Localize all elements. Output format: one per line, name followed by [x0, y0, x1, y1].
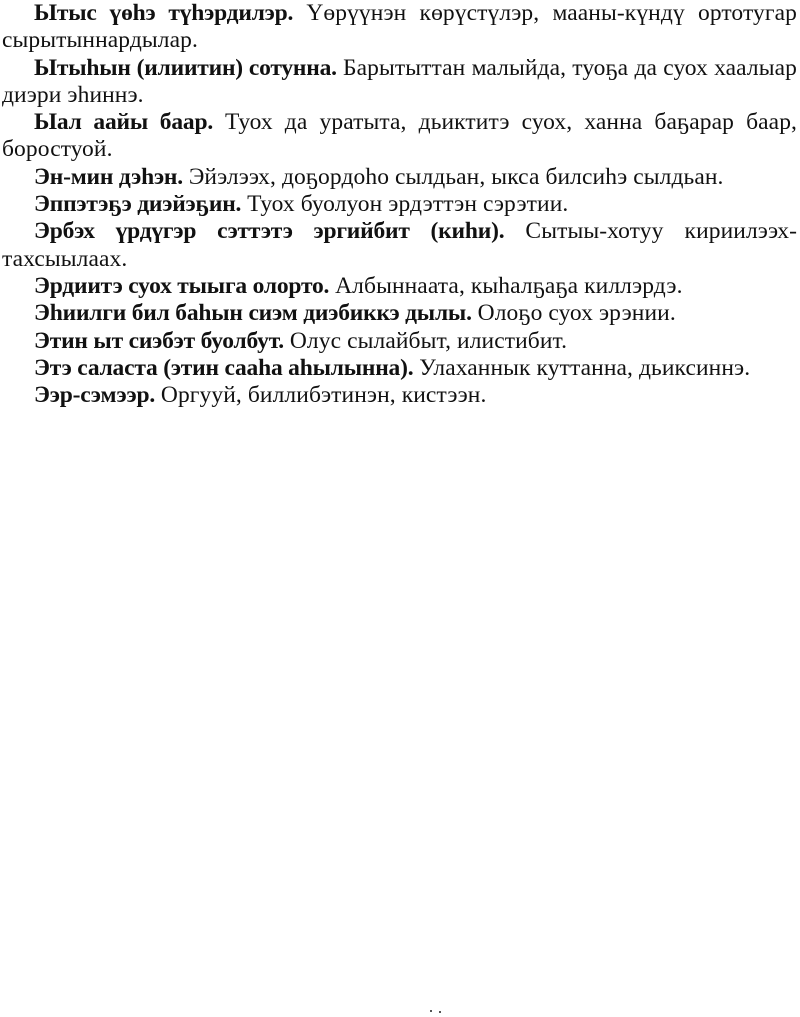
idiom-term: Эһиилги бил баһын сиэм диэбиккэ дылы.: [34, 300, 472, 327]
scan-specks: [430, 1010, 442, 1013]
idiom-entry: [2, 109, 797, 164]
idiom-entry: [2, 300, 797, 327]
idiom-term: Эрдиитэ суох тыыга олорто.: [34, 272, 330, 299]
idiom-definition: Эйэлээх, доҕордоһо сылдьан, ыкса билсиһэ сылдьан.: [188, 163, 724, 190]
idiom-entry: [2, 55, 797, 110]
idiom-term: Этэ саласта (этин сааһа аһылынна).: [34, 354, 414, 381]
idiom-term: Эппэтэҕэ диэйэҕин.: [34, 191, 242, 218]
idiom-term: Ыал аайы баар.: [34, 109, 214, 136]
idiom-term: Ытыһын (илиитин) сотунна.: [34, 54, 337, 81]
idiom-term: Ытыс үөһэ түһэрдилэр.: [34, 0, 294, 26]
idiom-term: Ээр-сэмээр.: [34, 382, 156, 409]
idiom-entry: [2, 164, 797, 191]
idiom-entry: [2, 355, 797, 382]
idiom-entry: [2, 328, 797, 355]
idiom-term: Этин ыт сиэбэт буолбут.: [34, 327, 284, 354]
idiom-definition: Олус сылайбыт, илистибит.: [289, 327, 568, 354]
idiom-entry: [2, 273, 797, 300]
idiom-entry: [2, 382, 797, 409]
idiom-definition: Үөрүүнэн көрүстүлэр, мааны-күндү ортотугар сырытыннардылар.: [2, 0, 797, 54]
dictionary-page: [2, 0, 797, 409]
idiom-definition: Туох да уратыта, дьиктитэ суох, ханна баҕарар баар, боростуой.: [2, 109, 798, 163]
idiom-definition: Олоҕо суох эрэнии.: [477, 300, 676, 327]
idiom-definition: Албыннаата, кыһалҕаҕа киллэрдэ.: [335, 272, 683, 299]
idiom-definition: Туох буолуон эрдэттэн сэрэтии.: [247, 191, 569, 218]
idiom-definition: Барытыттан малыйда, туоҕа да суох хаалыар диэри эһиннэ.: [2, 54, 798, 108]
idiom-definition: Улаханнык куттанна, дьиксиннэ.: [419, 354, 751, 381]
idiom-entry: [2, 191, 797, 218]
idiom-term: Эрбэх үрдүгэр сэттэтэ эргийбит (киһи).: [34, 218, 505, 245]
idiom-definition: Сытыы-хотуу кириилээх-тахсыылаах.: [2, 218, 798, 272]
idiom-entry: [2, 0, 797, 55]
idiom-term: Эн-мин дэһэн.: [34, 163, 183, 190]
idiom-definition: Оргууй, биллибэтинэн, кистээн.: [160, 382, 487, 409]
idiom-entry: [2, 218, 797, 273]
